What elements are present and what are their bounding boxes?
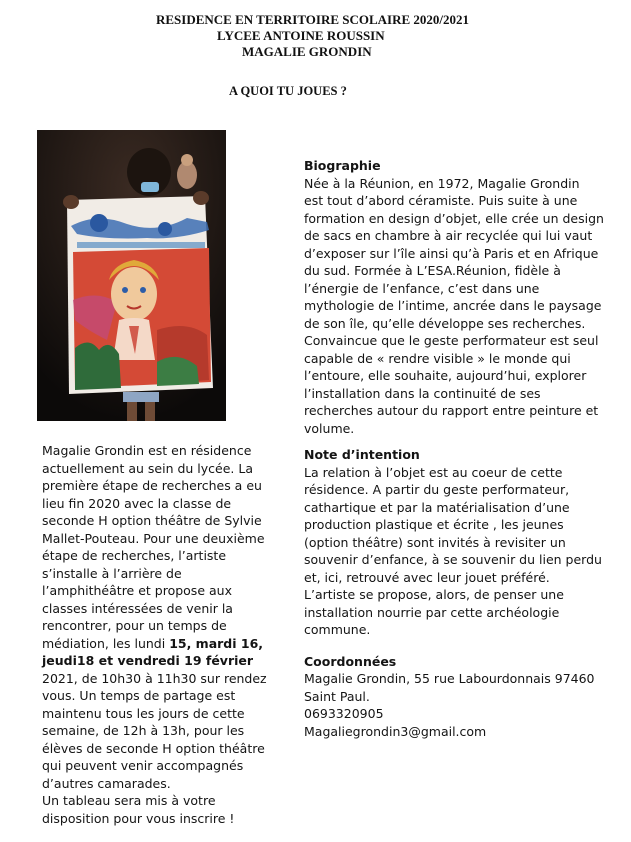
residence-line: Mallet-Pouteau. Pour une deuxième — [42, 530, 265, 546]
residence-line: l’amphithéâtre et propose aux — [42, 583, 232, 598]
email-address[interactable]: Magaliegrondin3@gmail.com — [304, 723, 487, 739]
residence-line: disposition pour vous inscrire ! — [42, 810, 235, 826]
bio-line: capable de « rendre visible » le monde qui — [304, 350, 571, 366]
bio-line: est tout d’abord céramiste. Puis suite à une — [304, 193, 578, 208]
residence-line: Magalie Grondin est en résidence — [42, 443, 252, 458]
project-title: A QUOI TU JOUES ? — [229, 84, 347, 98]
biographie-heading: Biographie — [304, 158, 381, 173]
bio-line: formation en design d’objet, elle crée un design — [304, 210, 604, 226]
bio-line: Née à la Réunion, en 1972, Magalie Grondin — [304, 175, 580, 191]
coordonnees-heading: Coordonnées — [304, 653, 397, 669]
phone-number[interactable]: 0693320905 — [304, 706, 384, 721]
artwork-photo — [37, 130, 226, 421]
intention-line: cathartique et par la matérialisation d’une — [304, 499, 570, 515]
bio-line: du sud. Formée à L’ESA.Réunion, fidèle à — [304, 263, 561, 278]
right-column — [304, 157, 614, 740]
intention-line: souvenir d’enfance, à se souvenir du lien perdu — [304, 552, 602, 567]
residence-line: classes intéressées de venir la — [42, 600, 233, 616]
residence-line: vous. Un temps de partage est — [42, 688, 236, 703]
bio-line: l’installation dans la continuité de ses — [304, 385, 541, 401]
intention-line: commune. — [304, 622, 371, 637]
residence-line: seconde H option théâtre de Sylvie — [42, 513, 262, 528]
residence-line: 2021, de 10h30 à 11h30 sur rendez — [42, 670, 267, 686]
bio-line: recherches autour du rapport entre peinture et — [304, 403, 599, 418]
residence-line: élèves de seconde H option théâtre — [42, 740, 265, 756]
intention-line: L’artiste se propose, alors, de penser une — [304, 587, 564, 602]
section-gap — [304, 639, 614, 653]
intention-line: La relation à l’objet est au coeur de cette — [304, 464, 563, 480]
intention-line: et, ici, retrouvé avec leur jouet préféré. — [304, 569, 550, 585]
residence-line: rencontrer, pour un temps de — [42, 618, 227, 633]
intention-line: (option théâtre) sont invités à revisiter un — [304, 534, 566, 550]
city-line: Saint Paul. — [304, 688, 370, 704]
bio-line: l’énergie de l’enfance, c’est dans une — [304, 280, 540, 296]
residence-line: Un tableau sera mis à votre — [42, 793, 216, 808]
intention-heading: Note d’intention — [304, 447, 420, 462]
bio-line: l’entoure, elle souhaite, aujourd’hui, explorer — [304, 368, 587, 383]
address-line: Magalie Grondin, 55 rue Labourdonnais 97460 — [304, 671, 595, 686]
header-artist: MAGALIE GRONDIN — [242, 44, 372, 59]
bio-line: de son île, qu’elle développe ses recherches. — [304, 315, 586, 331]
intention-line: production plastique et écrite , les jeunes — [304, 517, 564, 532]
mediation-text: médiation, les lundi — [42, 635, 170, 651]
residence-line-dates — [42, 635, 264, 653]
bio-line: Convaincue que le geste performateur est seul — [304, 333, 599, 348]
mediation-dates-bold: 15, mardi 16, — [169, 635, 264, 651]
residence-line: lieu fin 2020 avec la classe de — [42, 495, 232, 511]
intention-line: résidence. A partir du geste performateur, — [304, 482, 570, 497]
residence-line: première étape de recherches a eu — [42, 478, 262, 493]
bio-line: mythologie de l’intime, ancrée dans le paysage — [304, 298, 602, 313]
bio-line: d’exposer sur l’île ainsi qu’à Paris et en Afrique — [304, 245, 599, 261]
residence-line-dates-bold — [42, 652, 264, 670]
residence-line: maintenu tous les jours de cette — [42, 705, 245, 721]
bio-line: de sacs en chambre à air recyclée qui lui vaut — [304, 228, 593, 243]
residence-line: étape de recherches, l’artiste — [42, 548, 227, 563]
header-title: RESIDENCE EN TERRITOIRE SCOLAIRE 2020/2021 — [156, 12, 470, 27]
header-school: LYCEE ANTOINE ROUSSIN — [217, 28, 385, 43]
bio-line: volume. — [304, 420, 355, 436]
residence-line: semaine, de 12h à 13h, pour les — [42, 723, 245, 738]
residence-line: d’autres camarades. — [42, 775, 171, 791]
residence-line: s’installe à l’arrière de — [42, 565, 182, 581]
residence-text — [42, 442, 267, 827]
residence-line: qui peuvent venir accompagnés — [42, 758, 244, 773]
residence-line: actuellement au sein du lycée. La — [42, 460, 253, 476]
mediation-dates-bold-2: jeudi18 et vendredi 19 février — [42, 653, 254, 668]
intention-line: installation nourrie par cette archéologie — [304, 604, 560, 620]
section-gap — [304, 437, 614, 446]
